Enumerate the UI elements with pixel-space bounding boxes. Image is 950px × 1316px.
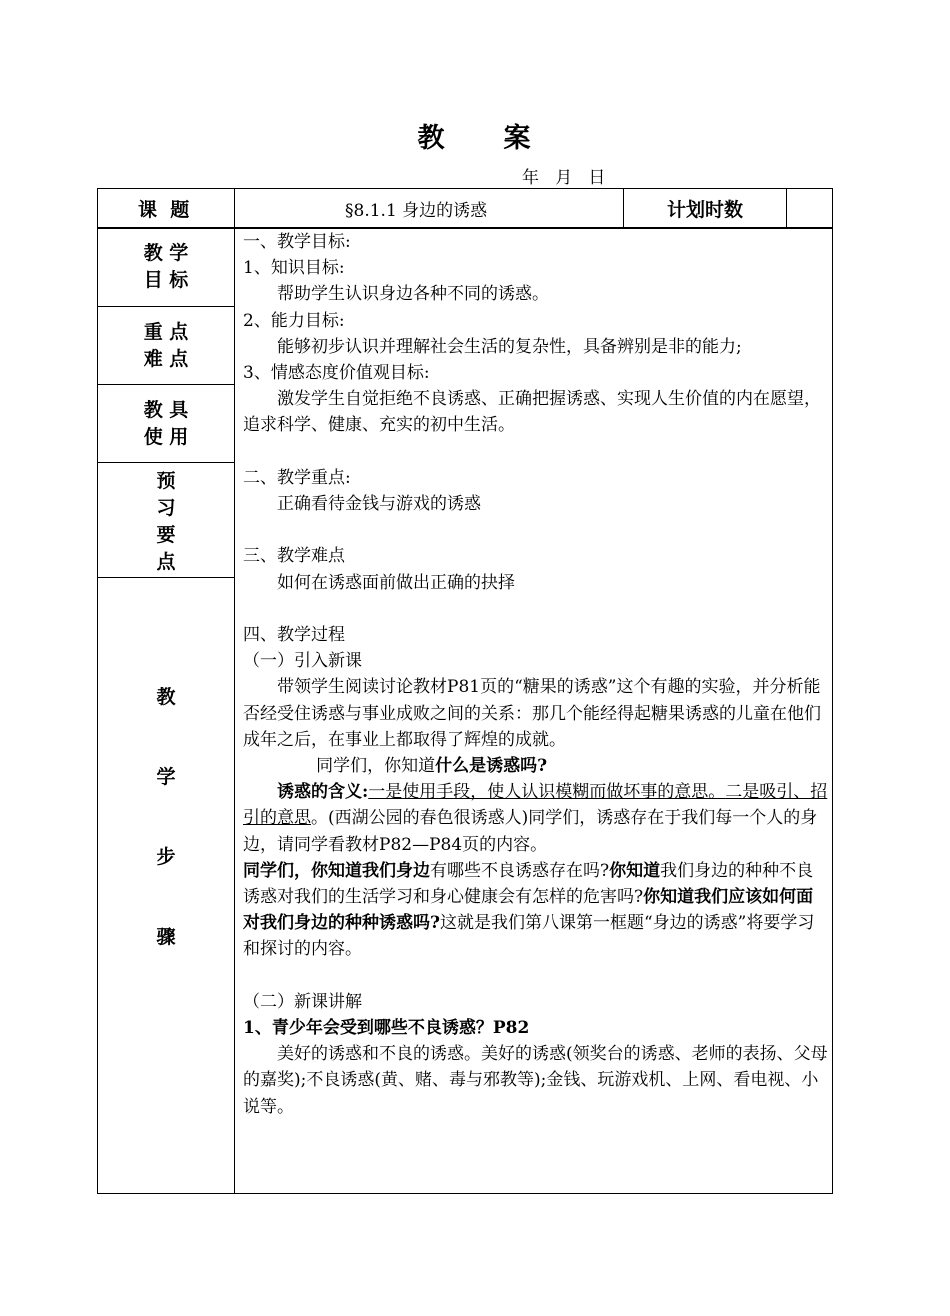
definition-label: 诱惑的含义: bbox=[277, 782, 369, 803]
definition-meaning-1: 一是使用手段，使人认识模糊而做坏事的意思。 bbox=[368, 782, 726, 803]
label-line: 步 bbox=[156, 846, 176, 868]
label-teaching-goals bbox=[98, 240, 234, 294]
spacer bbox=[243, 517, 828, 543]
label-line: 教 学 bbox=[143, 242, 189, 264]
spacer bbox=[243, 439, 828, 465]
document-title: 教 案 bbox=[417, 123, 533, 154]
bold-text: 什么是诱惑吗? bbox=[435, 756, 548, 777]
definition-meaning-2: 二是吸引、招引的意思 bbox=[243, 782, 828, 829]
lesson-plan-table bbox=[97, 188, 833, 1194]
text-run: 有哪些不良诱惑存在吗? bbox=[430, 860, 610, 881]
label-line: 骤 bbox=[156, 926, 176, 948]
sub-heading: 1、知识目标: bbox=[243, 258, 345, 279]
label-line: 要 bbox=[156, 524, 176, 546]
paragraph: 帮助学生认识身边各种不同的诱惑。 bbox=[277, 284, 549, 305]
label-line: 教 bbox=[156, 686, 176, 708]
label-line: 目 标 bbox=[143, 269, 189, 291]
label-column-divider bbox=[234, 189, 235, 1193]
label-divider-3 bbox=[98, 462, 234, 463]
text-run: 同学们，你知道 bbox=[316, 756, 436, 777]
topic-label: 课 题 bbox=[138, 198, 190, 221]
label-line: 学 bbox=[156, 766, 176, 788]
sub-heading: （二）新课讲解 bbox=[243, 991, 362, 1012]
label-line: 习 bbox=[156, 497, 176, 519]
label-divider-1 bbox=[98, 306, 234, 307]
paragraph: 美好的诱惑和不良的诱惑。美好的诱惑(领奖台的诱惑、老师的表扬、父母的嘉奖);不良诱惑(黄、赌、毒与邪教等);金钱、玩游戏机、上网、看电视、小说等。 bbox=[243, 1044, 828, 1117]
label-teaching-tools bbox=[98, 397, 234, 451]
section-heading: 二、教学重点: bbox=[243, 467, 351, 488]
planned-hours-label: 计划时数 bbox=[666, 198, 743, 221]
label-line: 使 用 bbox=[143, 426, 189, 448]
bold-text: 同学们，你知道我们身边 bbox=[243, 860, 430, 881]
label-divider-2 bbox=[98, 384, 234, 385]
label-line: 重 点 bbox=[143, 321, 189, 343]
spacer bbox=[243, 963, 828, 989]
section-heading: 一、教学目标: bbox=[243, 232, 351, 252]
label-line: 点 bbox=[156, 551, 176, 573]
topic-value: §8.1.1 身边的诱惑 bbox=[345, 200, 488, 221]
label-key-difficult-points bbox=[98, 319, 234, 373]
label-line: 教 具 bbox=[143, 399, 189, 421]
sub-heading: 2、能力目标: bbox=[243, 310, 345, 331]
questions-paragraph bbox=[243, 858, 828, 963]
sub-heading: 3、情感态度价值观目标: bbox=[243, 363, 430, 384]
label-teaching-steps bbox=[98, 684, 234, 951]
label-line: 难 点 bbox=[143, 348, 189, 370]
spacer bbox=[243, 596, 828, 622]
text-run: 。(西湖公园的春色很诱惑人)同学们，诱惑存在于我们每一个人的身边，请同学看教材P82—P84页的内容。 bbox=[243, 808, 818, 855]
paragraph: 激发学生自觉拒绝不良诱惑、正确把握诱惑、实现人生价值的内在愿望，追求科学、健康、充实的初中生活。 bbox=[243, 389, 821, 436]
bold-heading: 1、青少年会受到哪些不良诱惑？P82 bbox=[243, 1018, 530, 1039]
paragraph: 如何在诱惑面前做出正确的抉择 bbox=[277, 572, 515, 593]
text-run: 我们身边的种种不良诱惑对我们的生活学习和身心健康会有怎样的危害吗? bbox=[243, 860, 814, 908]
paragraph: 能够初步认识并理解社会生活的复杂性，具备辨别是非的能力; bbox=[277, 336, 742, 357]
planned-hours-value bbox=[787, 189, 832, 227]
label-divider-4 bbox=[98, 577, 234, 578]
lesson-content bbox=[243, 229, 828, 1120]
definition-paragraph bbox=[243, 779, 828, 858]
section-heading: 三、教学难点 bbox=[243, 546, 345, 567]
question-line bbox=[243, 753, 828, 779]
label-line: 预 bbox=[156, 470, 176, 492]
text-run: 这就是我们第八课第一框题“身边的诱惑”将要学习和探讨的内容。 bbox=[243, 913, 815, 960]
paragraph: 带领学生阅读讨论教材P81页的“糖果的诱惑”这个有趣的实验，并分析能否经受住诱惑与事业成败之间的关系：那几个能经得起糖果诱惑的儿童在他们成年之后，在事业上都取得了辉煌的成就。 bbox=[243, 677, 821, 750]
bold-text: 你知道 bbox=[609, 860, 661, 881]
section-heading: 四、教学过程 bbox=[243, 625, 345, 645]
bold-text: 你知道我们应该如何面对我们身边的种种诱惑吗? bbox=[243, 887, 814, 934]
label-preview-points bbox=[98, 468, 234, 576]
sub-heading: （一）引入新课 bbox=[243, 651, 362, 672]
date-line: 年 月 日 bbox=[522, 168, 606, 188]
paragraph: 正确看待金钱与游戏的诱惑 bbox=[277, 494, 481, 515]
